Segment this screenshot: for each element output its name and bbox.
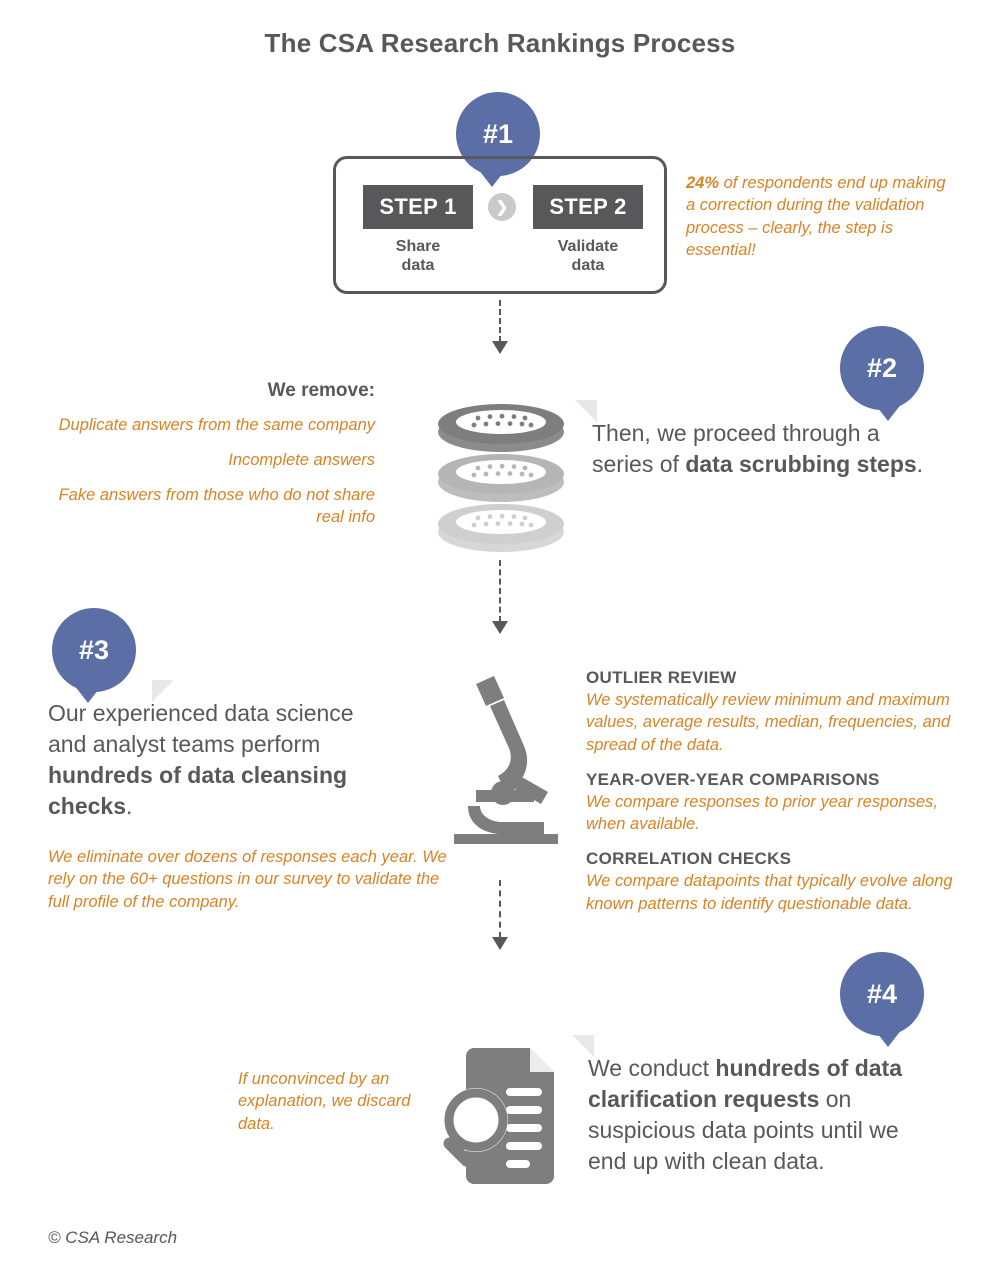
- list-item: Fake answers from those who do not share real info: [58, 485, 375, 527]
- step-1-caption: Share data: [395, 238, 441, 274]
- microscope-icon: [446, 672, 564, 849]
- validation-annotation: [686, 172, 954, 261]
- callout-text-b: hundreds of data clarification requests: [588, 1055, 902, 1113]
- badge-label: #4: [866, 978, 898, 1009]
- data-disks-icon: [428, 394, 574, 559]
- callout-text-a: Then, we proceed through a series of: [592, 420, 880, 478]
- checks-list: [586, 668, 956, 929]
- callout-text-c: on suspicious data points until we end up with clean data.: [588, 1086, 899, 1175]
- check-title: YEAR-OVER-YEAR COMPARISONS: [586, 769, 880, 789]
- check-body: We compare responses to prior year responses, when available.: [586, 792, 938, 834]
- badge-label: #2: [866, 352, 898, 383]
- callout-step-3: [48, 698, 393, 822]
- chevron-right-icon: ❯: [488, 193, 516, 221]
- callout-text-b: hundreds of data cleansing checks: [48, 762, 348, 820]
- validation-text: of respondents end up making a correction during the validation process – clearly, the step is essential!: [686, 174, 946, 259]
- callout-text-b: data scrubbing steps: [685, 451, 917, 478]
- step-1-box: [333, 156, 667, 294]
- check-body: We compare datapoints that typically evolve along known patterns to identify questionable data.: [586, 872, 953, 913]
- list-item: Incomplete answers: [228, 450, 375, 469]
- discard-note: If unconvinced by an explanation, we discard data.: [238, 1070, 411, 1133]
- flow-arrow-2: [499, 560, 501, 622]
- flow-arrow-1: [499, 300, 501, 342]
- step-1-chip: STEP 1: [363, 185, 473, 229]
- remove-list: [55, 414, 375, 541]
- badge-step-2: [840, 326, 924, 410]
- step-2-chip: STEP 2: [533, 185, 643, 229]
- document-magnifier-icon: [428, 1042, 578, 1193]
- validation-percent: 24%: [686, 174, 720, 192]
- callout-step-2: [592, 418, 937, 480]
- callout-text-c: .: [126, 793, 133, 820]
- check-title: OUTLIER REVIEW: [586, 668, 737, 687]
- step-2-caption: Validate data: [557, 238, 619, 274]
- badge-step-4: [840, 952, 924, 1036]
- callout-text-c: .: [916, 451, 924, 478]
- copyright-footer: © CSA Research: [48, 1228, 178, 1247]
- badge-label: #1: [482, 118, 514, 149]
- check-body: We systematically review minimum and maximum values, average results, median, frequencies, and spread of the data.: [586, 691, 951, 754]
- callout-text-a: Our experienced data science and analyst teams perform: [48, 700, 354, 758]
- list-item: Duplicate answers from the same company: [58, 416, 375, 434]
- badge-step-3: [52, 608, 136, 692]
- callout-text-a: We conduct: [588, 1055, 716, 1081]
- cleansing-note: We eliminate over dozens of responses each year. We rely on the 60+ questions in our survey to validate the full profile of the company.: [48, 848, 447, 911]
- callout-step-4: [588, 1053, 938, 1177]
- remove-heading: We remove:: [267, 380, 375, 401]
- badge-label: #3: [78, 634, 110, 665]
- check-title: CORRELATION CHECKS: [586, 849, 792, 869]
- flow-arrow-3: [499, 880, 501, 938]
- page-title: The CSA Research Rankings Process: [264, 28, 736, 58]
